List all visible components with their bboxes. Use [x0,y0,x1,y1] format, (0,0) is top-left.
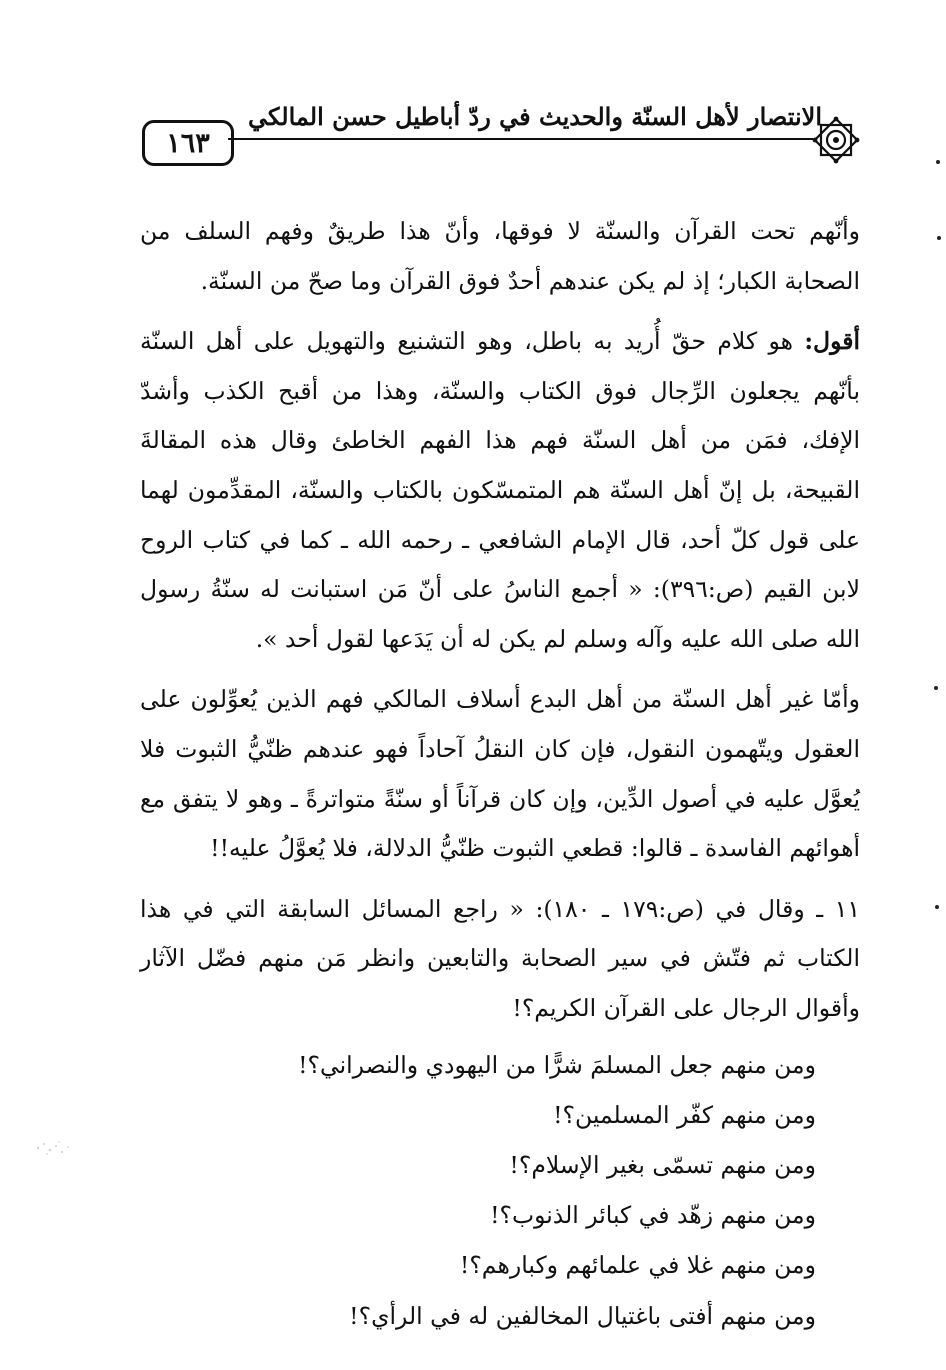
page-body [140,207,860,1341]
question-line: ومن منهم زهّد في كبائر الذنوب؟! [490,1201,816,1230]
question-line: ومن منهم غلا في علمائهم وكبارهم؟! [459,1251,816,1280]
paragraph-2-text: هو كلام حقّ أُريد به باطل، وهو التشنيع والتهويل على أهل السنّة بأنّهم يجعلون الرِّجال فوق الكتاب والسنّة، وهذا من أقبح الكذب وأشدّ الإفك، فمَن من أهل السنّة فهم هذا الفهم الخاطئ وقال هذه المقالةَ القبيحة، بل إنّ أهل السنّة هم المتمسّكون بالكتاب والسنّة، المقدِّمون لهما على قول كلّ أحد، قال الإمام الشافعي ـ رحمه الله ـ كما في كتاب الروح لابن القيم (ص:٣٩٦): « أجمع الناسُ على أنّ مَن استبانت له سنّةُ رسول الله صلى الله عليه وآله وسلم لم يكن له أن يَدَعها لقول أحد ». [140,327,860,653]
scan-smudge [28,1134,88,1164]
question-line: ومن منهم كفّر المسلمين؟! [553,1100,816,1129]
page-number: ١٦٣ [142,120,234,166]
running-title: الانتصار لأهل السنّة والحديث في ردّ أباطيل حسن المالكي [248,102,822,131]
paragraph-4: ١١ ـ وقال في (ص:١٧٩ ـ ١٨٠): « راجع المسائل السابقة التي في هذا الكتاب ثم فتّش في سير الصحابة والتابعين وانظر مَن منهم فضّل الآثار وأقوال الرجال على القرآن الكريم؟! [140,894,860,1022]
scan-speck [935,905,939,909]
question-line: ومن منهم تسمّى بغير الإسلام؟! [509,1150,816,1179]
question-list [140,1040,860,1341]
scan-speck [934,686,938,690]
question-line: ومن منهم جعل المسلمَ شرًّا من اليهودي والنصراني؟! [298,1050,816,1079]
paragraph-3: وأمّا غير أهل السنّة من أهل البدع أسلاف المالكي فهم الذين يُعوِّلون على العقول ويتّهمون النقول، فإن كان النقلُ آحاداً فهو عندهم ظنّيُّ الثبوت فلا يُعوَّل عليه في أصول الدِّين، وإن كان قرآناً أو سنّةً متواترةً ـ وهو لا يتفق مع أهوائهم الفاسدة ـ قالوا: قطعي الثبوت ظنّيُّ الدلالة، فلا يُعوَّلُ عليه!! [140,685,860,863]
paragraph-lead: أقول: [804,327,860,356]
paragraph-1: وأنّهم تحت القرآن والسنّة لا فوقها، وأنّ هذا طريقٌ وفهم السلف من الصحابة الكبار؛ إذ لم يكن عندهم أحدٌ فوق القرآن وما صحّ من السنّة. [140,217,860,295]
eight-point-star-ornament-icon [808,112,864,168]
scan-speck [936,160,940,164]
page-header [130,100,870,180]
scan-speck [937,236,941,240]
question-line: ومن منهم أفتى باغتيال المخالفين له في الرأي؟! [349,1301,816,1330]
paragraph-2 [140,317,860,664]
header-rule [228,138,813,140]
